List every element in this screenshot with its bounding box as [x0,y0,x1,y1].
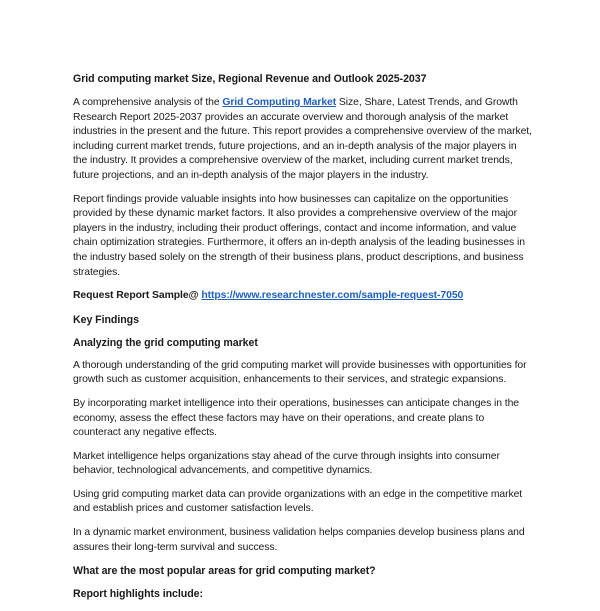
body-paragraph: A thorough understanding of the grid computing market will provide businesses with opportunities for growth such as customer acquisition, enhancements to their services, and strategic expansions. [73,359,527,386]
highlights-heading: Report highlights include: [73,588,203,601]
document-title: Grid computing market Size, Regional Revenue and Outlook 2025-2037 [73,73,427,85]
analyzing-heading: Analyzing the grid computing market [73,336,258,349]
document-page [73,72,533,611]
sample-request-link[interactable]: https://www.researchnester.com/sample-request-7050 [201,290,464,302]
popular-areas-heading: What are the most popular areas for grid computing market? [73,565,376,578]
intro-prefix: A comprehensive analysis of the [73,97,223,108]
intro-paragraph [73,96,533,184]
key-findings-heading: Key Findings [73,313,139,326]
body-paragraph: By incorporating market intelligence into their operations, businesses can anticipate changes in the economy, assess the effect these factors may have on their operations, and create plans to counteract any negative effects. [73,397,519,439]
body-paragraph: In a dynamic market environment, business validation helps companies develop business plans and assures their long-term survival and success. [73,527,525,553]
intro-suffix: Size, Share, Latest Trends, and Growth Research Report 2025-2037 provides an accurate overview and thorough analysis of the market industries in the present and the future. This report provides a comprehensive overview of the market, including current market trends, future projections, and an in-depth analysis of the major players in the industry. It provides a comprehensive overview of the market, including current market trends, future projections, and an in-depth analysis of the major players in the industry. [73,97,532,181]
sample-request-line [73,289,533,304]
body-paragraph: Using grid computing market data can provide organizations with an edge in the competitive market and establish prices and customer satisfaction levels. [73,488,523,515]
sample-request-label: Request Report Sample@ [73,290,202,302]
grid-computing-market-link[interactable]: Grid Computing Market [222,97,337,108]
findings-paragraph: Report findings provide valuable insights into how businesses can capitalize on the opportunities provided by these dynamic market factors. It also provides a comprehensive overview of the major players in the industry, including their product offerings, contact and income information, and value chain optimization strategies. Furthermore, it offers an in-depth analysis of the leading businesses in the industry based solely on the strength of their business plans, product descriptions, and business strategies. [73,193,525,278]
body-paragraph: Market intelligence helps organizations stay ahead of the curve through insights into consumer behavior, technological advancements, and competitive dynamics. [73,450,500,477]
